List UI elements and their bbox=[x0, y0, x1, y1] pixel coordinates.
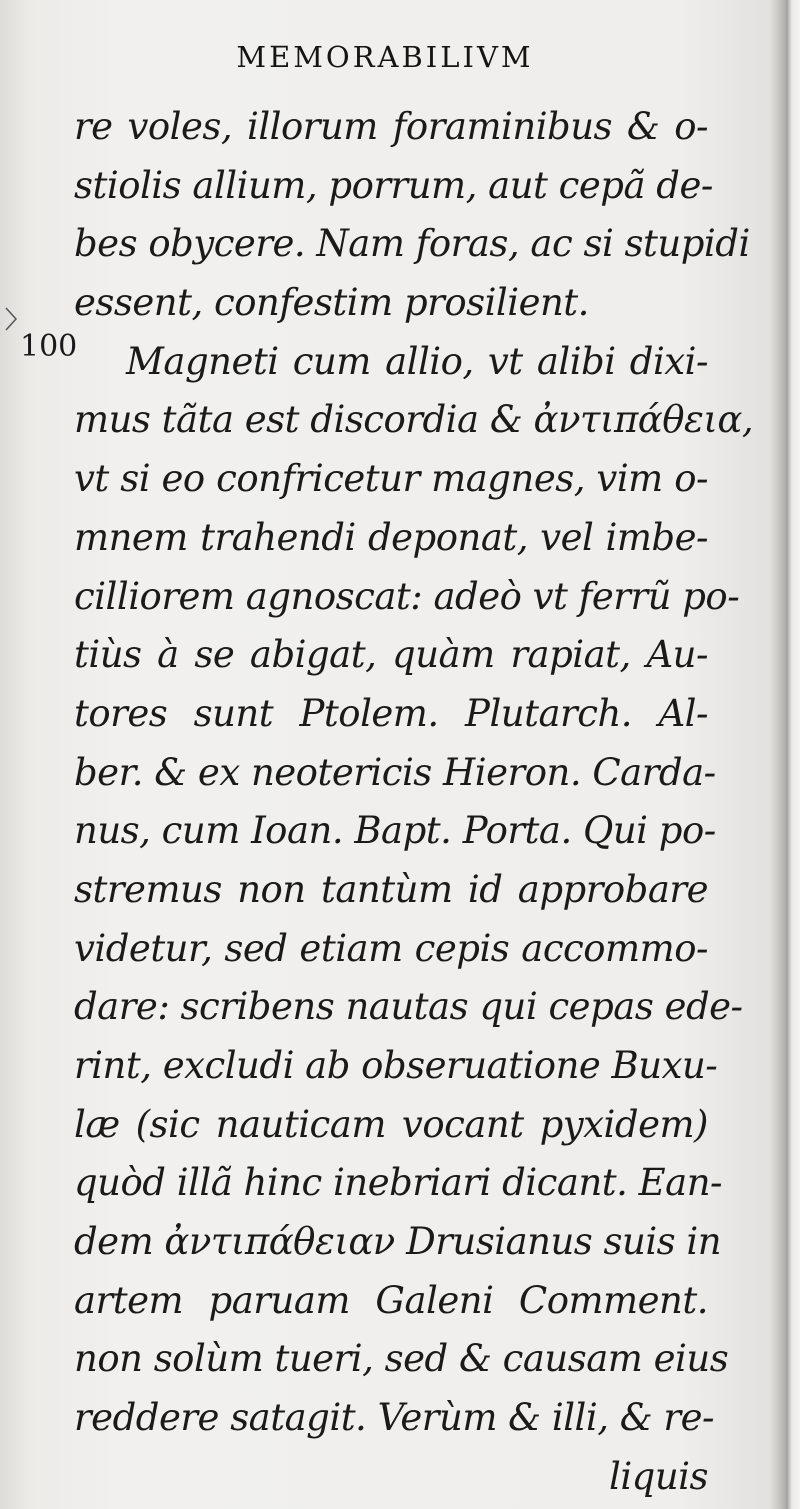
text-line: tiùs à se abigat, quàm rapiat, Au- bbox=[74, 633, 708, 677]
text-line: videtur, sed etiam cepis accommo- bbox=[74, 926, 708, 970]
running-head: MEMORABILIVM bbox=[236, 40, 534, 74]
text-line: rint, excludi ab obseruatione Buxu- bbox=[74, 1044, 718, 1087]
catchword: liquis bbox=[608, 1454, 708, 1498]
text-line: cilliorem agnoscat: adeò vt ferrũ po- bbox=[74, 574, 740, 618]
text-line: vt si eo confricetur magnes, vim o- bbox=[74, 457, 708, 501]
margin-bracket-mark bbox=[4, 306, 18, 332]
text-line: reddere satagit. Verùm & illi, & re- bbox=[74, 1396, 714, 1440]
text-line: mnem trahendi deponat, vel imbe- bbox=[74, 515, 708, 559]
text-line: dem ἀντιπάθειαν Drusianus suis in bbox=[74, 1220, 722, 1264]
text-line: Magneti cum allio, vt alibi dixi- bbox=[126, 339, 708, 383]
body-text bbox=[74, 98, 754, 1507]
text-line: essent, confestim prosilient. bbox=[74, 281, 589, 325]
text-line: stiolis allium, porrum, aut cepã de- bbox=[74, 163, 713, 207]
text-line: stremus non tantùm id approbare bbox=[74, 867, 708, 911]
text-line: dare: scribens nautas qui cepas ede- bbox=[74, 985, 743, 1029]
text-line: non solùm tueri, sed & causam eius bbox=[74, 1337, 729, 1381]
text-line: ber. & ex neotericis Hieron. Carda- bbox=[74, 750, 716, 794]
text-line: læ (sic nauticam vocant pyxidem) bbox=[74, 1102, 708, 1146]
text-line: tores sunt Ptolem. Plutarch. Al- bbox=[74, 691, 708, 735]
text-line: nus, cum Ioan. Bapt. Porta. Qui po- bbox=[74, 809, 716, 853]
page-gutter-shadow bbox=[782, 0, 792, 1509]
text-line: re voles, illorum foraminibus & o- bbox=[74, 105, 708, 148]
text-line: bes obycere. Nam foras, ac si stupidi bbox=[74, 222, 750, 266]
text-line: quòd illã hinc inebriari dicant. Ean- bbox=[74, 1161, 723, 1205]
text-line: mus tãta est discordia & ἀντιπάθεια, bbox=[74, 398, 754, 442]
margin-note-number: 100 bbox=[20, 329, 78, 364]
text-line: artem paruam Galeni Comment. bbox=[74, 1278, 708, 1322]
